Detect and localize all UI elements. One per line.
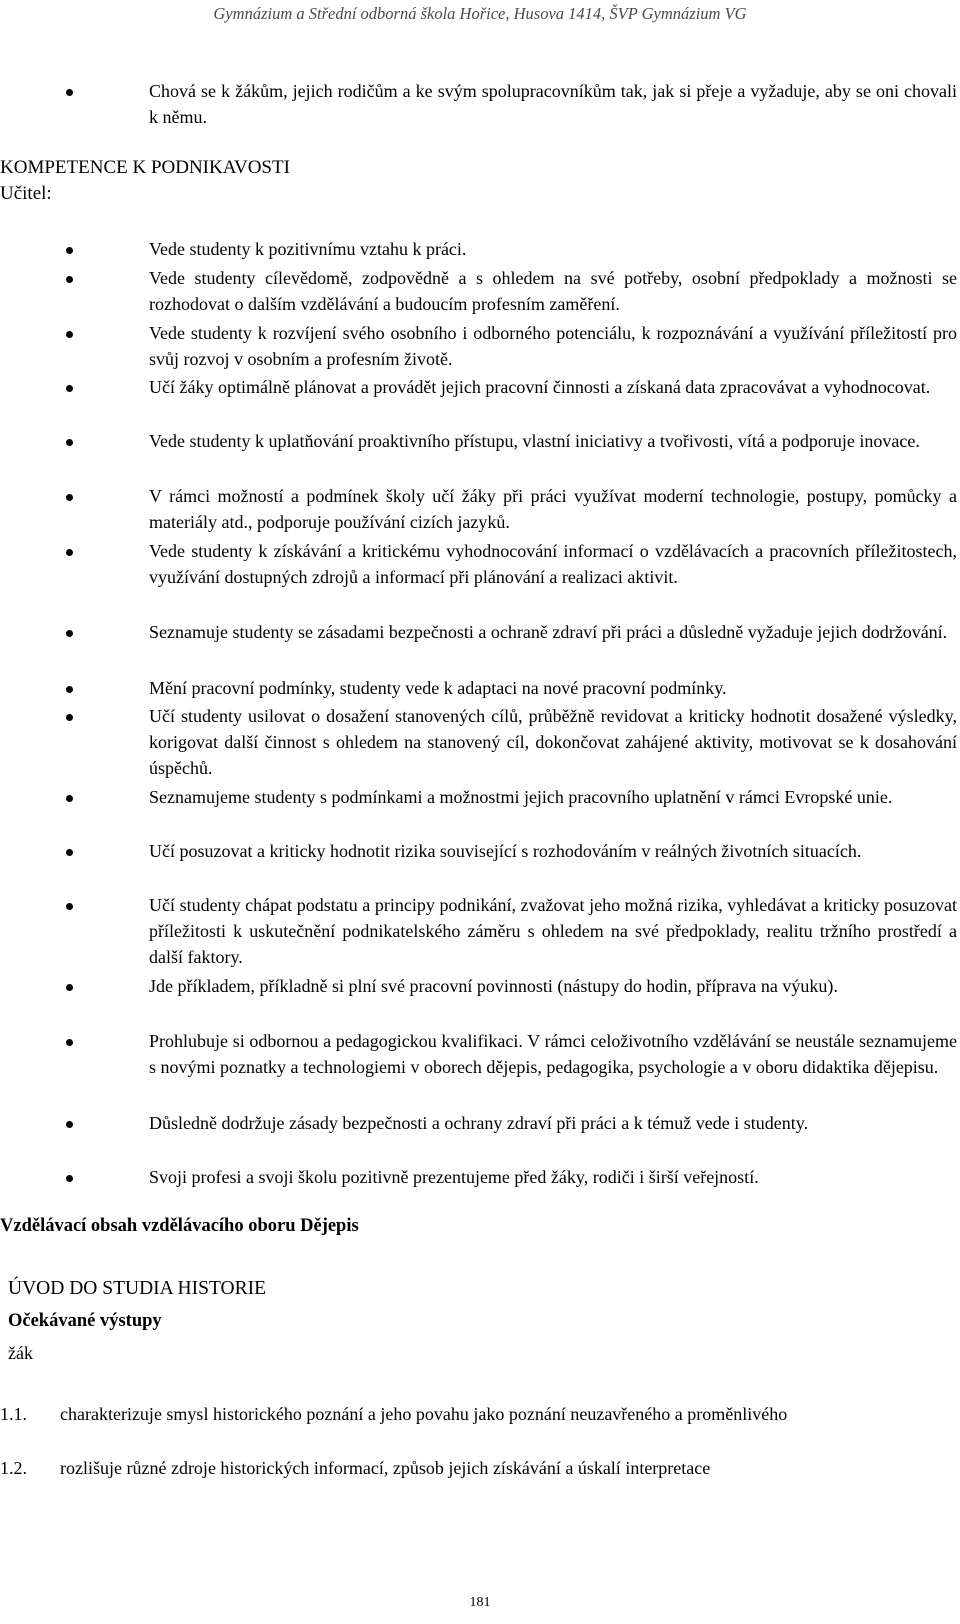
bullet-text: Svoji profesi a svoji školu pozitivně prezentujeme před žáky, rodiči i širší veřejností. — [149, 1167, 759, 1187]
bullet-text: Učí studenty chápat podstatu a principy podnikání, zvažovat jeho možná rizika, vyhledávat a kriticky posuzovat příležitosti k uskutečnění podnikatelského záměru s ohledem na své předpoklady, realitu tržního prostředí a další faktory. — [149, 895, 957, 967]
student-label: žák — [8, 1343, 33, 1363]
bullet-text: Vede studenty k získávání a kritickému vyhodnocování informací o vzdělávacích a pracovních příležitostech, využívání dostupných zdrojů a informací při plánování a realizaci aktivit. — [149, 541, 957, 587]
bullet-item — [66, 973, 957, 999]
bullet-item — [66, 236, 957, 262]
bullet-item — [66, 838, 957, 864]
bullet-text: Vede studenty k uplatňování proaktivního přístupu, vlastní iniciativy a tvořivosti, vítá a podporuje inovace. — [149, 431, 920, 451]
bullet-icon — [66, 331, 73, 338]
bullet-icon — [66, 630, 73, 637]
bullet-text: Vede studenty k rozvíjení svého osobního i odborného potenciálu, k rozpoznávání a využívání příležitostí pro svůj rozvoj v osobním a profesním životě. — [149, 323, 957, 369]
bullet-text: Jde příkladem, příkladně si plní své pracovní povinnosti (nástupy do hodin, příprava na výuku). — [149, 976, 838, 996]
bullet-item — [66, 1110, 957, 1136]
outcome-text: charakterizuje smysl historického poznání a jeho povahu jako poznání neuzavřeného a proměnlivého — [60, 1404, 788, 1424]
bullet-icon — [66, 686, 73, 693]
bullet-icon — [66, 89, 73, 96]
section-title: KOMPETENCE K PODNIKAVOSTI — [0, 157, 290, 178]
bullet-text: Vede studenty k pozitivnímu vztahu k práci. — [149, 239, 467, 259]
bullet-item — [66, 374, 957, 400]
bullet-text: Mění pracovní podmínky, studenty vede k adaptaci na nové pracovní podmínky. — [149, 678, 727, 698]
bullet-icon — [66, 385, 73, 392]
bullet-icon — [66, 1039, 73, 1046]
bullet-item — [66, 784, 957, 810]
bullet-text: Chová se k žákům, jejich rodičům a ke svým spolupracovníkům tak, jak si přeje a vyžaduje, aby se oni chovali k němu. — [149, 81, 957, 127]
bullet-text: Učí studenty usilovat o dosažení stanovených cílů, průběžně revidovat a kriticky hodnotit dosažené výsledky, korigovat další činnost s ohledem na stanovený cíl, dokončovat zahájené aktivity, motivovat se k dosahování úspěchů. — [149, 706, 957, 778]
bullet-icon — [66, 714, 73, 721]
page-header: Gymnázium a Střední odborná škola Hořice, Husova 1414, ŠVP Gymnázium VG — [213, 4, 747, 23]
bullet-item — [66, 703, 957, 781]
bullet-text: Seznamuje studenty se zásadami bezpečnosti a ochraně zdraví při práci a důsledně vyžaduje jejich dodržování. — [149, 622, 948, 642]
bullet-item — [66, 675, 957, 701]
bullet-item — [66, 619, 957, 645]
bullet-icon — [66, 1175, 73, 1182]
bullet-item — [66, 320, 957, 372]
bullet-icon — [66, 439, 73, 446]
bullet-text: Učí žáky optimálně plánovat a provádět jejich pracovní činnosti a získaná data zpracovávat a vyhodnocovat. — [149, 377, 931, 397]
bullet-text: Učí posuzovat a kriticky hodnotit rizika související s rozhodováním v reálných životních situacích. — [149, 841, 862, 861]
bullet-icon — [66, 247, 73, 254]
bullet-icon — [66, 1121, 73, 1128]
bullet-item — [66, 1164, 957, 1190]
outcomes-label: Očekávané výstupy — [8, 1311, 162, 1331]
bullet-text: V rámci možností a podmínek školy učí žáky při práci využívat moderní technologie, postupy, pomůcky a materiály atd., podporuje používání cizích jazyků. — [149, 486, 957, 532]
bullet-icon — [66, 903, 73, 910]
bullet-icon — [66, 795, 73, 802]
bullet-icon — [66, 494, 73, 501]
bullet-item — [66, 265, 957, 317]
bullet-text: Vede studenty cílevědomě, zodpovědně a s ohledem na své potřeby, osobní předpoklady a možnosti se rozhodovat o dalším vzdělávání a budoucím profesním zaměření. — [149, 268, 957, 314]
bullet-text: Seznamujeme studenty s podmínkami a možnostmi jejich pracovního uplatnění v rámci Evropské unie. — [149, 787, 893, 807]
bullet-text: Prohlubuje si odbornou a pedagogickou kvalifikaci. V rámci celoživotního vzdělávání se neustále seznamujeme s novými poznatky a technologiemi v oborech dějepis, pedagogika, psychologie a v oboru didaktika dějepisu. — [149, 1031, 957, 1077]
bullet-item — [66, 428, 957, 454]
bullet-icon — [66, 849, 73, 856]
topic-title: ÚVOD DO STUDIA HISTORIE — [8, 1278, 267, 1299]
bullet-item — [66, 483, 957, 535]
bullet-icon — [66, 549, 73, 556]
outcome-number: 1.2. — [0, 1458, 27, 1478]
bullet-item — [66, 78, 957, 130]
bullet-item — [66, 1028, 957, 1080]
page-number: 181 — [469, 1595, 491, 1610]
bullet-item — [66, 892, 957, 970]
bullet-item — [66, 538, 957, 590]
content-heading: Vzdělávací obsah vzdělávacího oboru Dějepis — [0, 1216, 359, 1236]
bullet-text: Důsledně dodržuje zásady bezpečnosti a ochrany zdraví při práci a k témuž vede i studenty. — [149, 1113, 809, 1133]
bullet-icon — [66, 276, 73, 283]
bullet-icon — [66, 984, 73, 991]
section-subtitle: Učitel: — [0, 183, 52, 204]
outcome-text: rozlišuje různé zdroje historických informací, způsob jejich získávání a úskalí interpretace — [60, 1458, 711, 1478]
outcome-number: 1.1. — [0, 1404, 27, 1424]
